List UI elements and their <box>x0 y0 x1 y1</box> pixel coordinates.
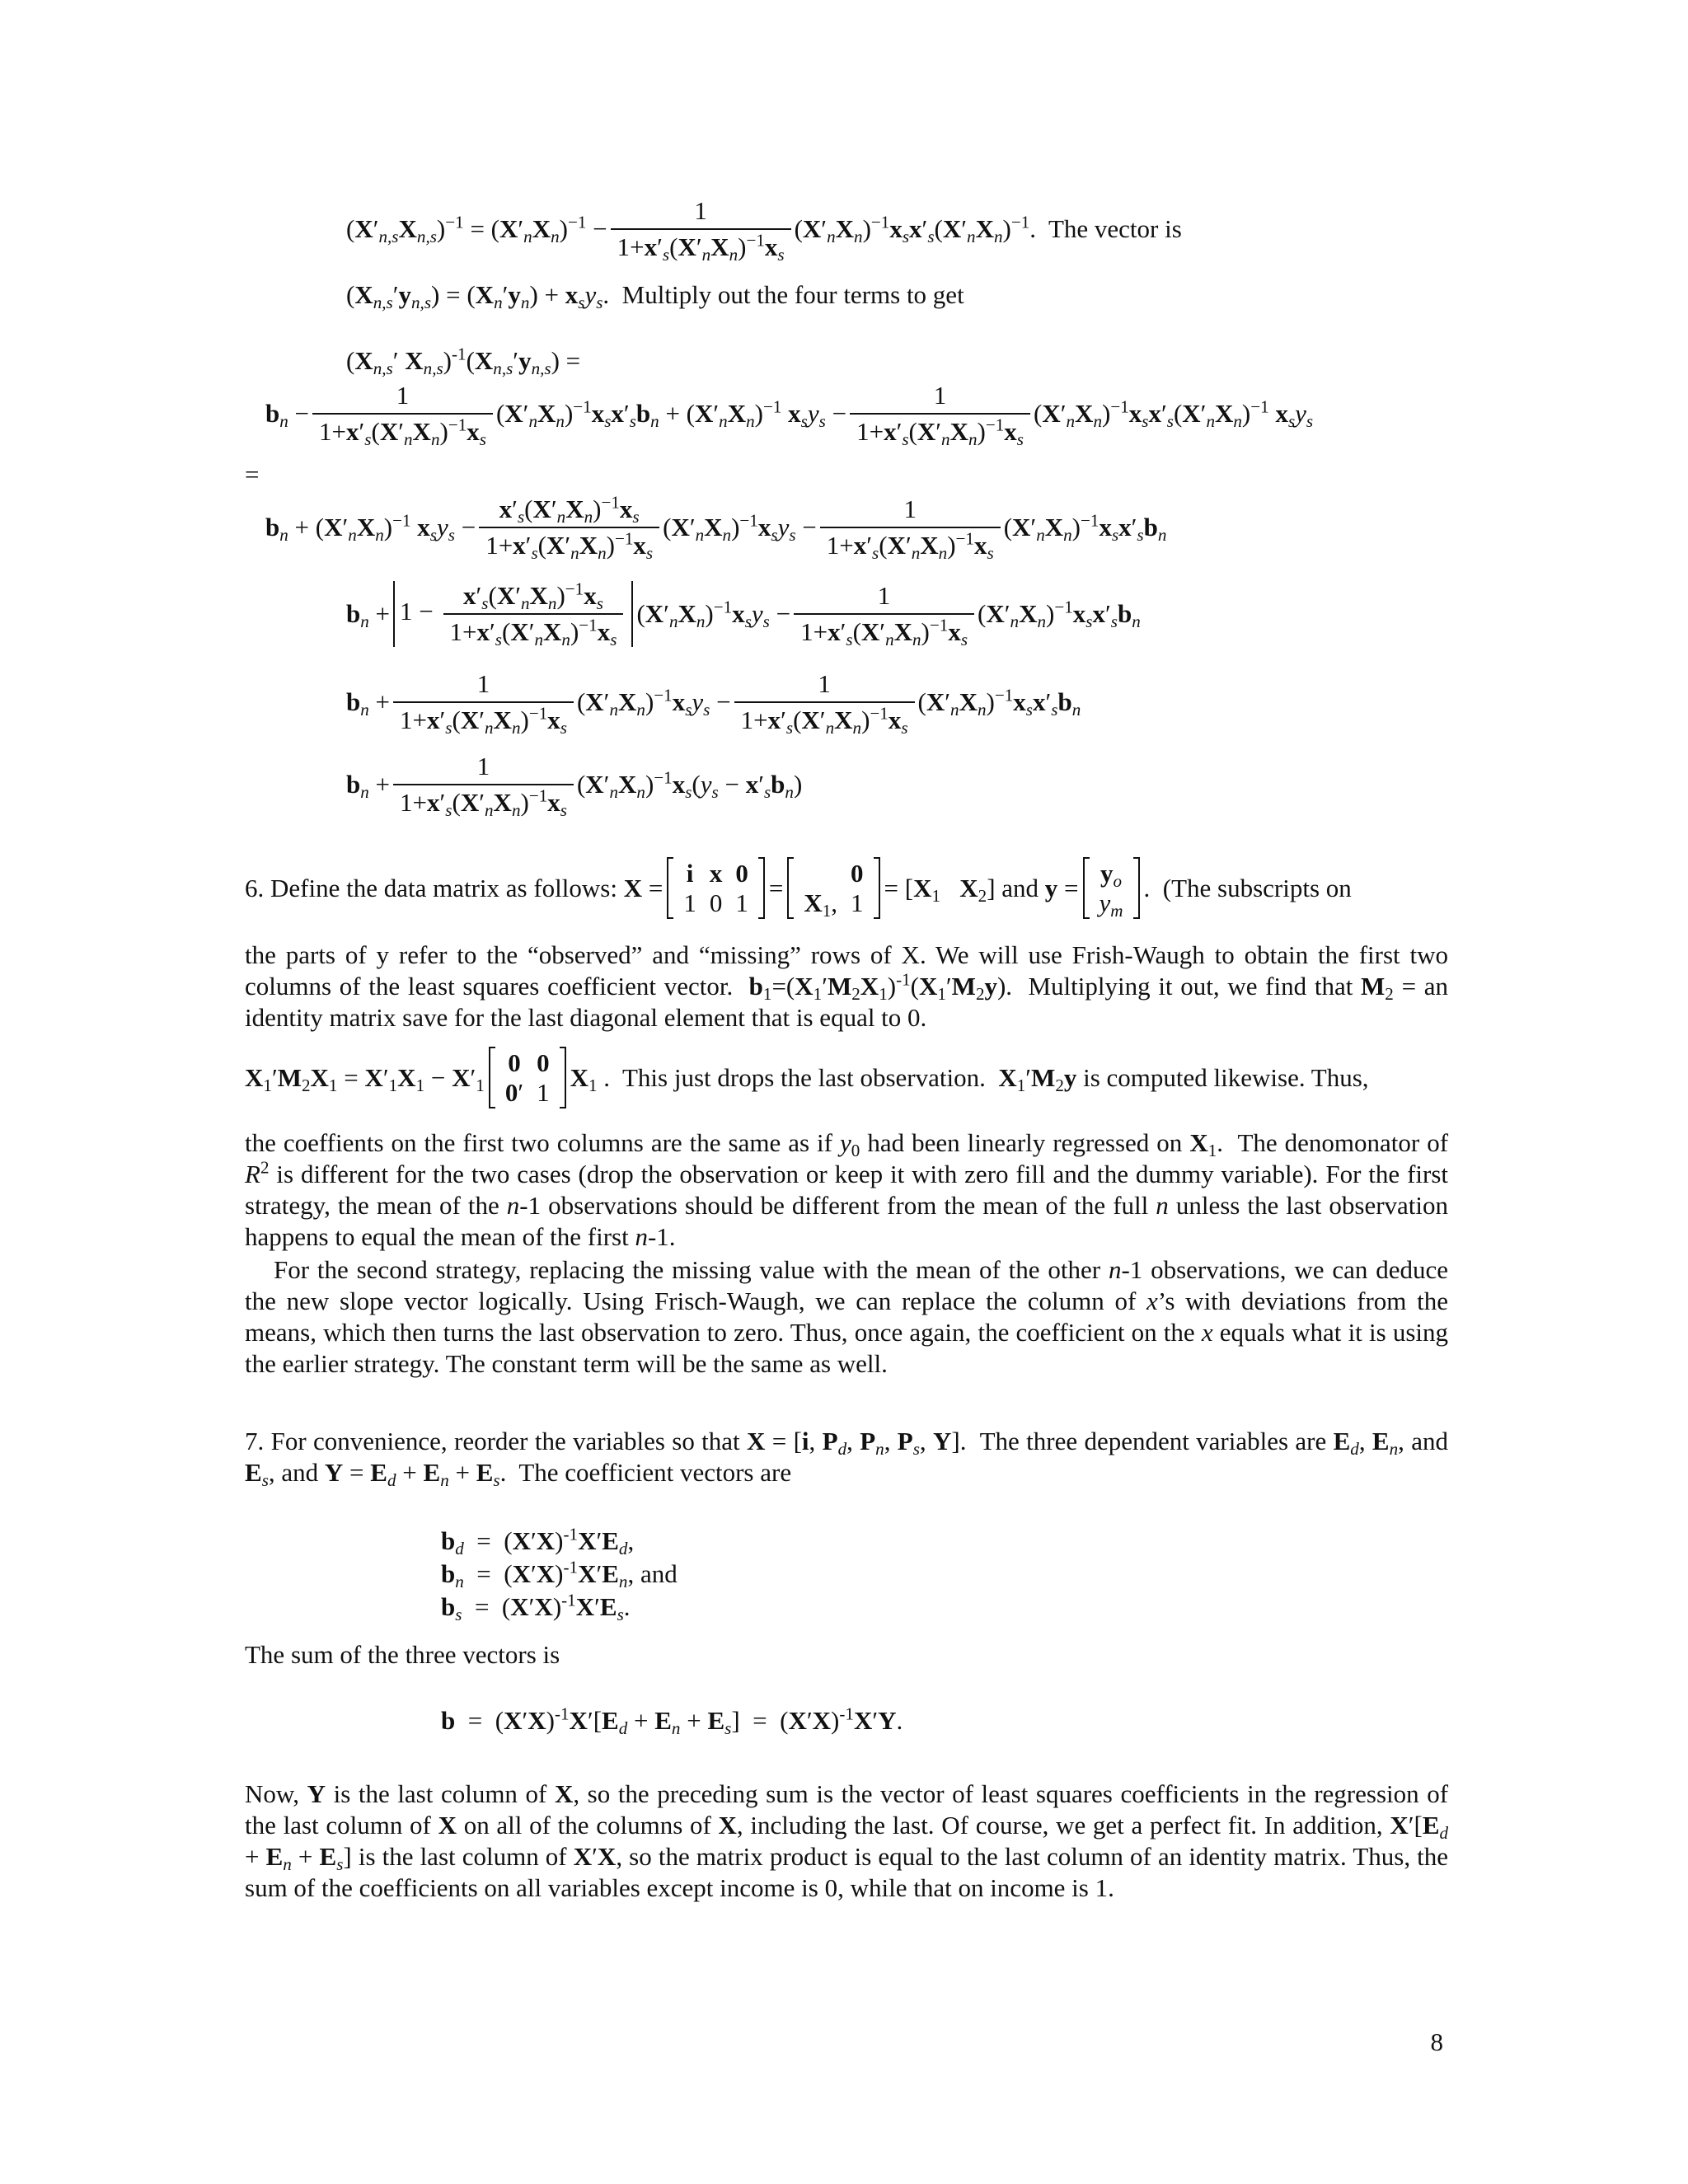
p2f: unless the last observation happens to equal the mean of the first <box>245 1191 1449 1251</box>
p2c: The denomonator of <box>1237 1128 1449 1157</box>
p2b: had been linearly regressed on <box>867 1128 1183 1157</box>
p7-2e: including the last. Of course, we get a perfect fit. In addition, <box>750 1811 1383 1840</box>
p3c: ’s with deviations from the means, which then turns the last observation to zero. Thus, once again, the coefficient on the <box>245 1286 1449 1347</box>
p3d: equals what it is using the earlier strategy. The constant term will be the same as well. <box>245 1318 1448 1378</box>
sum-intro: The sum of the three vectors is <box>245 1640 560 1669</box>
problem-6-paragraph-2: the coeffients on the first two columns are the same as if $y_0$ had been linearly regressed on $X_1$. The denomonator of $R^2$ is different for the two cases (drop the observation or keep it with zero fill and the dummy variable). For the first strategy, the mean of the n-1 observations should be different from the mean of the full n unless the last observation happens to equal the mean of the first n-1. <box>245 1128 1449 1251</box>
p7-1b: The three dependent variables are <box>979 1427 1327 1455</box>
coefficient-vectors: $b_d = (X'X)^{-1}X'E_d$, $b_n = (X'X)^{-1}X'E_n$, and $b_s = (X'X)^{-1}X'E_s$. <box>441 1524 678 1624</box>
subscripts-note: (The subscripts on <box>1162 873 1352 902</box>
expansion-line-5: $b_n$ + $\frac{1}{1+x'_s(X'_nX_n)^{-1}x_s}$ $(X'_nX_n)^{-1}x_s(y_s - x'_sb_n)$ <box>346 752 803 820</box>
problem-7-paragraph-1: 7. For convenience, reorder the variables so that X = [i, $P_d$, $P_n$, $P_s$, Y]. The three dependent variables are $E_d$, $E_n$, and $E_s$, and $Y = E_d + E_n + E_s$. The coefficient vectors are <box>245 1427 1449 1490</box>
problem-7-paragraph-2: Now, Y is the last column of X, so the preceding sum is the vector of least squares coefficients in the regression of the last column of X on all of the columns of X, including the last. Of course, we get a perfect fit. In addition, $X'[E_d + E_n + E_s]$ is the last column of X′X, so the matrix product is equal to the last column of an identity matrix. Thus, the sum of the coefficients on all variables except income is 0, while that on income is 1. <box>245 1779 1449 1902</box>
problem-6-paragraph-1: the parts of y refer to the “observed” and “missing” rows of X. We will use Frish-Waugh to obtain the first two columns of the least squares coefficient vector. $b_1=(X_1'M_2X_1)^{-1}(X_1'M_2y)$. Multiplying it out, we find that $M_2$ = an identity matrix save for the last diagonal element that is equal to 0. <box>245 940 1449 1032</box>
drop-text: This just drops the last observation. <box>621 1062 986 1092</box>
expansion-line-4: $b_n$ + $\frac{1}{1+x'_s(X'_nX_n)^{-1}x_s}$ $(X'_nX_n)^{-1}x_sy_s$ − $\frac{1}{1+x'_s(X'_nX_n)^{-1}x_s}$ $(X'_nX_n)^{-1}x_sx'_sb_n$ <box>346 669 1081 738</box>
p7-2d: on all of the columns of <box>463 1811 711 1840</box>
problem-6-definition: 6. Define the data matrix as follows: X = i x 0 1 0 1 = 0 $X_1$, 1 = [$X_1$ $X_2$] and y = $y_o$ $y_m$ . (The subscripts on <box>245 859 1352 921</box>
p2a: the coeffients on the first two columns are the same as if <box>245 1128 832 1157</box>
p7-2c: so the preceding sum is the vector of least squares coefficients in the regression of the last column of <box>245 1779 1449 1840</box>
page-number: 8 <box>1430 2027 1443 2056</box>
expansion-line-3: $b_n$ + 1 − $\frac{x'_s(X'_nX_n)^{-1}x_s}{1+x'_s(X'_nX_n)^{-1}x_s}$ $(X'_nX_n)^{-1}x_sy_s$ − $\frac{1}{1+x'_s(X'_nX_n)^{-1}x_s}$ $(X'_nX_n)^{-1}x_sx'_sb_n$ <box>346 579 1141 649</box>
problem-6-intro: 6. Define the data matrix as follows: <box>245 873 617 902</box>
sum-equation: $b = (X'X)^{-1}X'[E_d + E_n + E_s] = (X'X)^{-1}X'Y$. <box>441 1704 903 1738</box>
and-word: and <box>1001 873 1039 902</box>
problem-6-p1c: = an identity matrix save for the last diagonal element that is equal to 0. <box>245 972 1449 1032</box>
computed-text: is computed likewise. Thus, <box>1083 1062 1369 1092</box>
p7-2g: so the matrix product is equal to the last column of an identity matrix. Thus, the sum of the coefficients on all variables except income is 0, while that on income is 1. <box>245 1842 1449 1902</box>
expansion-line-1: $b_n$ − $\frac{1}{1+x'_s(X'_nX_n)^{-1}x_s}$ $(X'_nX_n)^{-1}x_sx'_sb_n + (X'_nX_n)^{-1}$ $x_sy_s$ − $\frac{1}{1+x'_s(X'_nX_n)^{-1}x_s}$ $(X'_nX_n)^{-1}x_sx'_s(X'_nX_n)^{-1}$ $x_sy_s$ <box>265 381 1314 449</box>
p7-2a: Now, <box>245 1779 300 1808</box>
partition-matrix: 0 $X_1$, 1 <box>787 857 879 919</box>
p7-1a: 7. For convenience, reorder the variables so that <box>245 1427 740 1455</box>
y-vector: $y_o$ $y_m$ <box>1083 857 1140 919</box>
p2e: -1 observations should be different from the mean of the full <box>519 1191 1149 1220</box>
problem-6-p1b: Multiplying it out, we find that <box>1028 972 1353 1001</box>
p2d: is different for the two cases (drop the observation or keep it with zero fill and the dummy variable). For the first strategy, the mean of the <box>245 1160 1449 1220</box>
p7-2f: is the last column of <box>358 1842 567 1871</box>
m2-matrix: 0 0 0′ 1 <box>489 1047 566 1108</box>
problem-6-p1: the parts of y refer to the “observed” and “missing” rows of X. We will use Frish-Waugh to obtain the first two columns of the least squares coefficient vector. <box>245 940 1448 1001</box>
vector-note: The vector is <box>1048 214 1182 243</box>
p7-1c: and <box>1411 1427 1449 1455</box>
equals-sign: = <box>245 460 260 489</box>
vector-line: $(X_{n,s}'y_{n,s}) = (X_n'y_n) + x_sy_s$. Multiply out the four terms to get <box>346 280 964 312</box>
p7-1d: The coefficient vectors are <box>518 1458 792 1487</box>
and-label: and <box>640 1559 678 1588</box>
p3: For the second strategy, replacing the missing value with the mean of the other <box>274 1255 1101 1284</box>
multiply-out-text: Multiply out the four terms to get <box>621 280 964 309</box>
product-expression: ($X_{n,s}'$ $X_{n,s})^{-1}(X_{n,s}'y_{n,s})$ = <box>346 344 581 378</box>
m2-product-line: $X_1'M_2X_1 = X'_1X_1 - X'_1$ 0 0 0′ 1 $X_1$ . This just drops the last observation. $X_1'M_2y$ is computed likewise. Thus, <box>245 1047 1369 1108</box>
equation-inverse-update: $(X'_{n,s}X_{n,s})^{-1} = (X'_nX_n)^{-1}$ − $\frac{1}{1+x'_s(X'_nX_n)^{-1}x_s}$ $(X'_nX_n)^{-1}x_sx'_s(X'_nX_n)^{-1}$. The vector is <box>346 196 1182 265</box>
p3b: -1 observations, we can deduce the new slope vector logically. Using Frisch-Waugh, we can replace the column of <box>245 1255 1448 1315</box>
p7-2b: is the last column of <box>333 1779 547 1808</box>
data-matrix: i x 0 1 0 1 <box>667 857 765 919</box>
problem-6-paragraph-3: For the second strategy, replacing the missing value with the mean of the other n-1 observations, we can deduce the new slope vector logically. Using Frisch-Waugh, we can replace the column of x’s with deviations from the means, which then turns the last observation to zero. Thus, once again, the coefficient on the x equals what it is using the earlier strategy. The constant term will be the same as well. <box>245 1255 1449 1378</box>
expansion-line-2: $b_n + (X'_nX_n)^{-1}$ $x_sy_s$ − $\frac{x'_s(X'_nX_n)^{-1}x_s}{1+x'_s(X'_nX_n)^{-1}x_s}$ $(X'_nX_n)^{-1}x_sy_s$ − $\frac{1}{1+x'_s(X'_nX_n)^{-1}x_s}$ $(X'_nX_n)^{-1}x_sx'_sb_n$ <box>265 492 1167 563</box>
